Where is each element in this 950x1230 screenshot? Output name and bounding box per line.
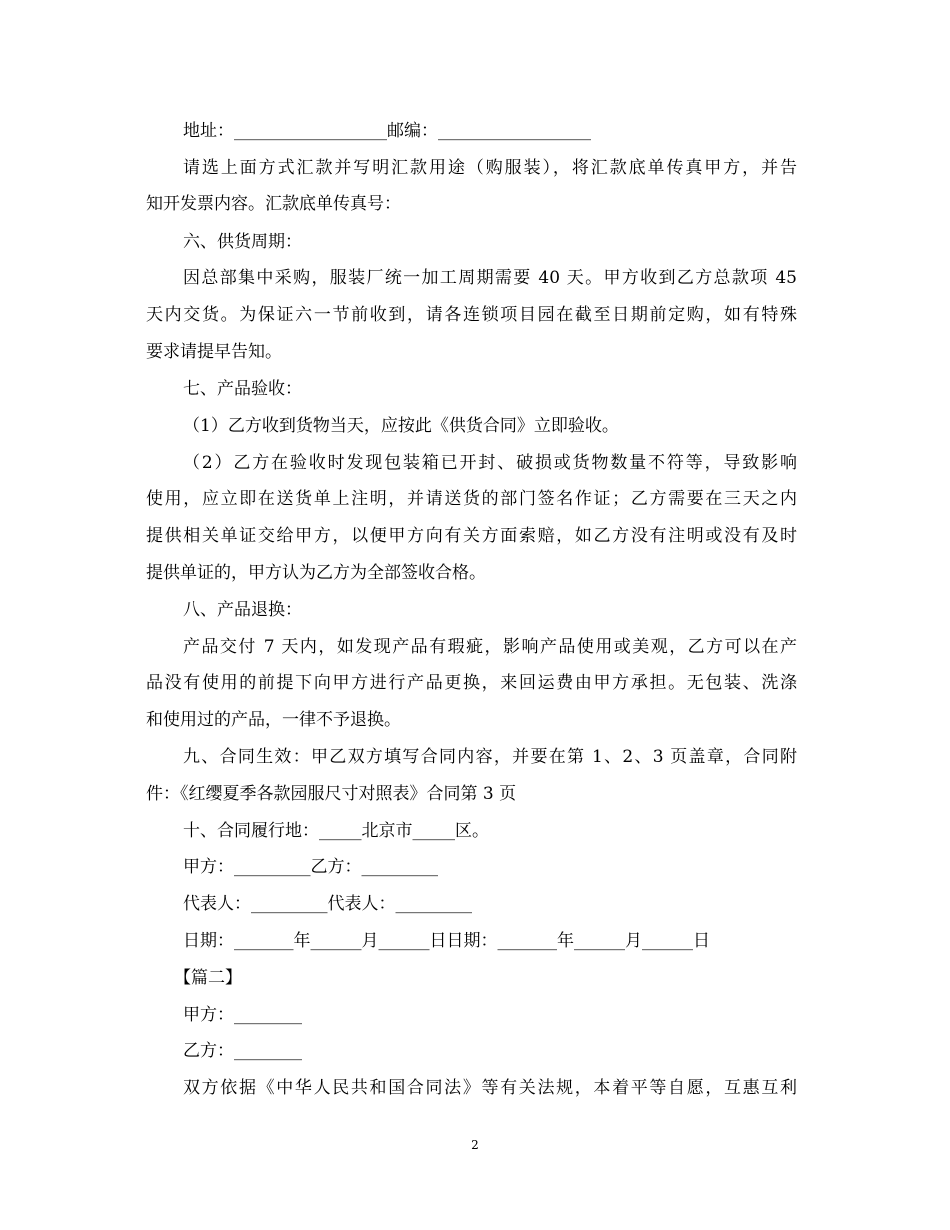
paragraph-line: （1）乙方收到货物当天，应按此《供货合同》立即验收。 <box>183 416 619 436</box>
paragraph-line: 九、合同生效：甲乙双方填写合同内容，并要在第 1、2、3 页盖章，合同附 <box>183 747 797 767</box>
paragraph-line: 双方依据《中华人民共和国合同法》等有关法规，本着平等自愿，互惠互利 <box>183 1078 797 1098</box>
paragraph-line: 请选上面方式汇款并写明汇款用途（购服装），将汇款底单传真甲方，并告 <box>183 158 797 178</box>
paragraph-line: 提供相关单证交给甲方，以便甲方向有关方面索赔，如乙方没有注明或没有及时 <box>146 526 797 546</box>
paragraph-line: 品没有使用的前提下向甲方进行产品更换，来回运费由甲方承担。无包装、洗涤 <box>146 673 797 693</box>
paragraph-line: 和使用过的产品，一律不予退换。 <box>146 710 401 730</box>
paragraph-line: 因总部集中采购，服装厂统一加工周期需要 40 天。甲方收到乙方总款项 45 <box>183 268 797 288</box>
section-heading-returns: 八、产品退换： <box>183 600 302 620</box>
section-heading-acceptance: 七、产品验收： <box>183 379 302 399</box>
party-b-line: 乙方：________ <box>183 1041 302 1061</box>
party-a-line: 甲方：________ <box>183 1005 302 1025</box>
representatives-line: 代表人：_________代表人：_________ <box>183 894 472 914</box>
part-two-heading: 【篇二】 <box>174 968 242 988</box>
paragraph-line: 使用，应立即在送货单上注明，并请送货的部门签名作证；乙方需要在三天之内 <box>146 489 797 509</box>
performance-place-line: 十、合同履行地：_____北京市_____区。 <box>183 821 489 841</box>
dates-line: 日期：_______年______月______日日期：_______年______月______日 <box>183 931 710 951</box>
paragraph-line: （2）乙方在验收时发现包装箱已开封、破损或货物数量不符等，导致影响 <box>183 453 797 473</box>
page-number: 2 <box>471 1138 479 1152</box>
paragraph-line: 知开发票内容。汇款底单传真号： <box>146 194 401 214</box>
paragraph-line: 件：《红缨夏季各款园服尺寸对照表》合同第 3 页 <box>146 784 517 804</box>
paragraph-line: 产品交付 7 天内，如发现产品有瑕疵，影响产品使用或美观，乙方可以在产 <box>183 637 797 657</box>
paragraph-line: 要求请提早告知。 <box>146 342 282 362</box>
parties-line: 甲方：_________乙方：_________ <box>183 857 438 877</box>
paragraph-line: 提供单证的，甲方认为乙方为全部签收合格。 <box>146 563 486 583</box>
address-postcode-line: 地址：__________________邮编：__________________ <box>183 121 591 141</box>
paragraph-line: 天内交货。为保证六一节前收到，请各连锁项目园在截至日期前定购，如有特殊 <box>146 305 797 325</box>
section-heading-supply-period: 六、供货周期： <box>183 232 302 252</box>
